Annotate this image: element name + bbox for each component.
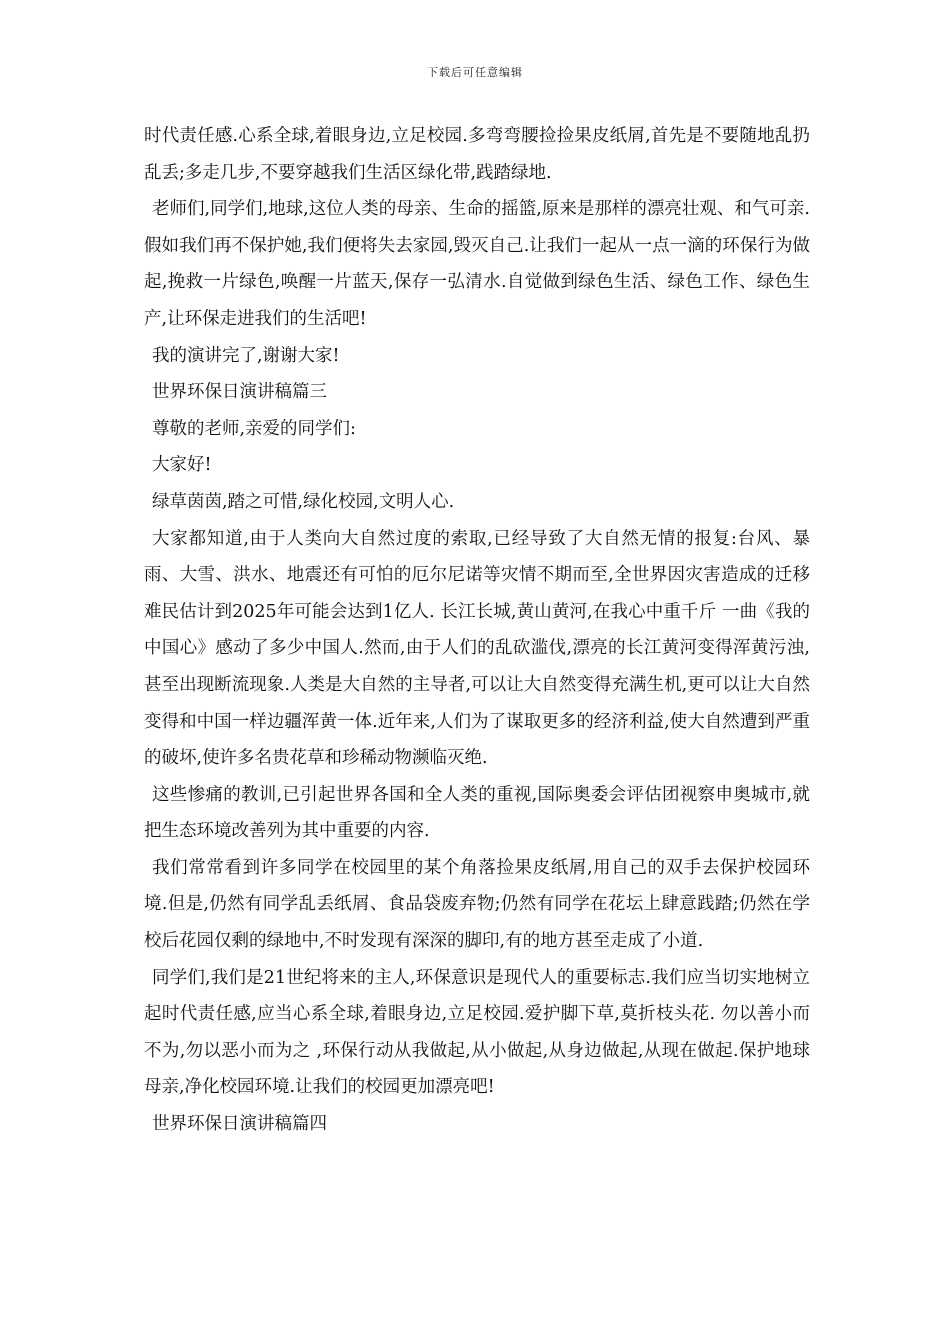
- paragraph: 我的演讲完了,谢谢大家!: [152, 345, 340, 366]
- paragraph: 我们常常看到许多同学在校园里的某个角落捡果皮纸屑,用自己的双手去保护校园环境.但是,仍然有同学乱丢纸屑、食品袋废弃物;仍然有同学在花坛上肆意践踏;仍然在学校后花园仅剩的绿地中,不时发现有深深的脚印,有的地方甚至走成了小道.: [144, 857, 810, 952]
- document-body: [144, 118, 810, 1143]
- section-heading: 世界环保日演讲稿篇三: [152, 382, 327, 403]
- page-header: 下载后可任意编辑: [427, 66, 523, 79]
- salutation: 尊敬的老师,亲爱的同学们:: [152, 418, 356, 439]
- paragraph: 这些惨痛的教训,已引起世界各国和全人类的重视,国际奥委会评估团视察申奥城市,就把生态环境改善列为其中重要的内容.: [144, 784, 810, 842]
- section-heading: 世界环保日演讲稿篇四: [152, 1114, 327, 1135]
- paragraph: 绿草茵茵,踏之可惜,绿化校园,文明人心.: [152, 491, 455, 512]
- greeting: 大家好!: [152, 455, 212, 476]
- paragraph: 大家都知道,由于人类向大自然过度的索取,已经导致了大自然无情的报复:台风、暴雨、大雪、洪水、地震还有可怕的厄尔尼诺等灾情不期而至,全世界因灾害造成的迁移难民估计到2025年可能会达到1亿人. 长江长城,黄山黄河,在我心中重千斤 一曲《我的中国心》感动了多少中国人.然而,由于人们的乱砍滥伐,漂亮的长江黄河变得浑黄污浊,甚至出现断流现象.人类是大自然的主导者,可以让大自然变得充满生机,更可以让大自然变得和中国一样边疆浑黄一体.近年来,人们为了谋取更多的经济利益,使大自然遭到严重的破坏,使许多名贵花草和珍稀动物濒临灭绝.: [144, 528, 810, 769]
- paragraph: 老师们,同学们,地球,这位人类的母亲、生命的摇篮,原来是那样的漂亮壮观、和气可亲.假如我们再不保护她,我们便将失去家园,毁灭自己.让我们一起从一点一滴的环保行为做起,挽救一片绿色,唤醒一片蓝天,保存一弘清水.自觉做到绿色生活、绿色工作、绿色生产,让环保走进我们的生活吧!: [144, 199, 810, 329]
- paragraph: 同学们,我们是21世纪将来的主人,环保意识是现代人的重要标志.我们应当切实地树立起时代责任感,应当心系全球,着眼身边,立足校园.爱护脚下草,莫折枝头花. 勿以善小而不为,勿以恶小而为之 ,环保行动从我做起,从小做起,从身边做起,从现在做起.保护地球母亲,净化校园环境.让我们的校园更加漂亮吧!: [144, 967, 810, 1098]
- paragraph: 时代责任感.心系全球,着眼身边,立足校园.多弯弯腰捡捡果皮纸屑,首先是不要随地乱扔乱丢;多走几步,不要穿越我们生活区绿化带,践踏绿地.: [144, 126, 810, 183]
